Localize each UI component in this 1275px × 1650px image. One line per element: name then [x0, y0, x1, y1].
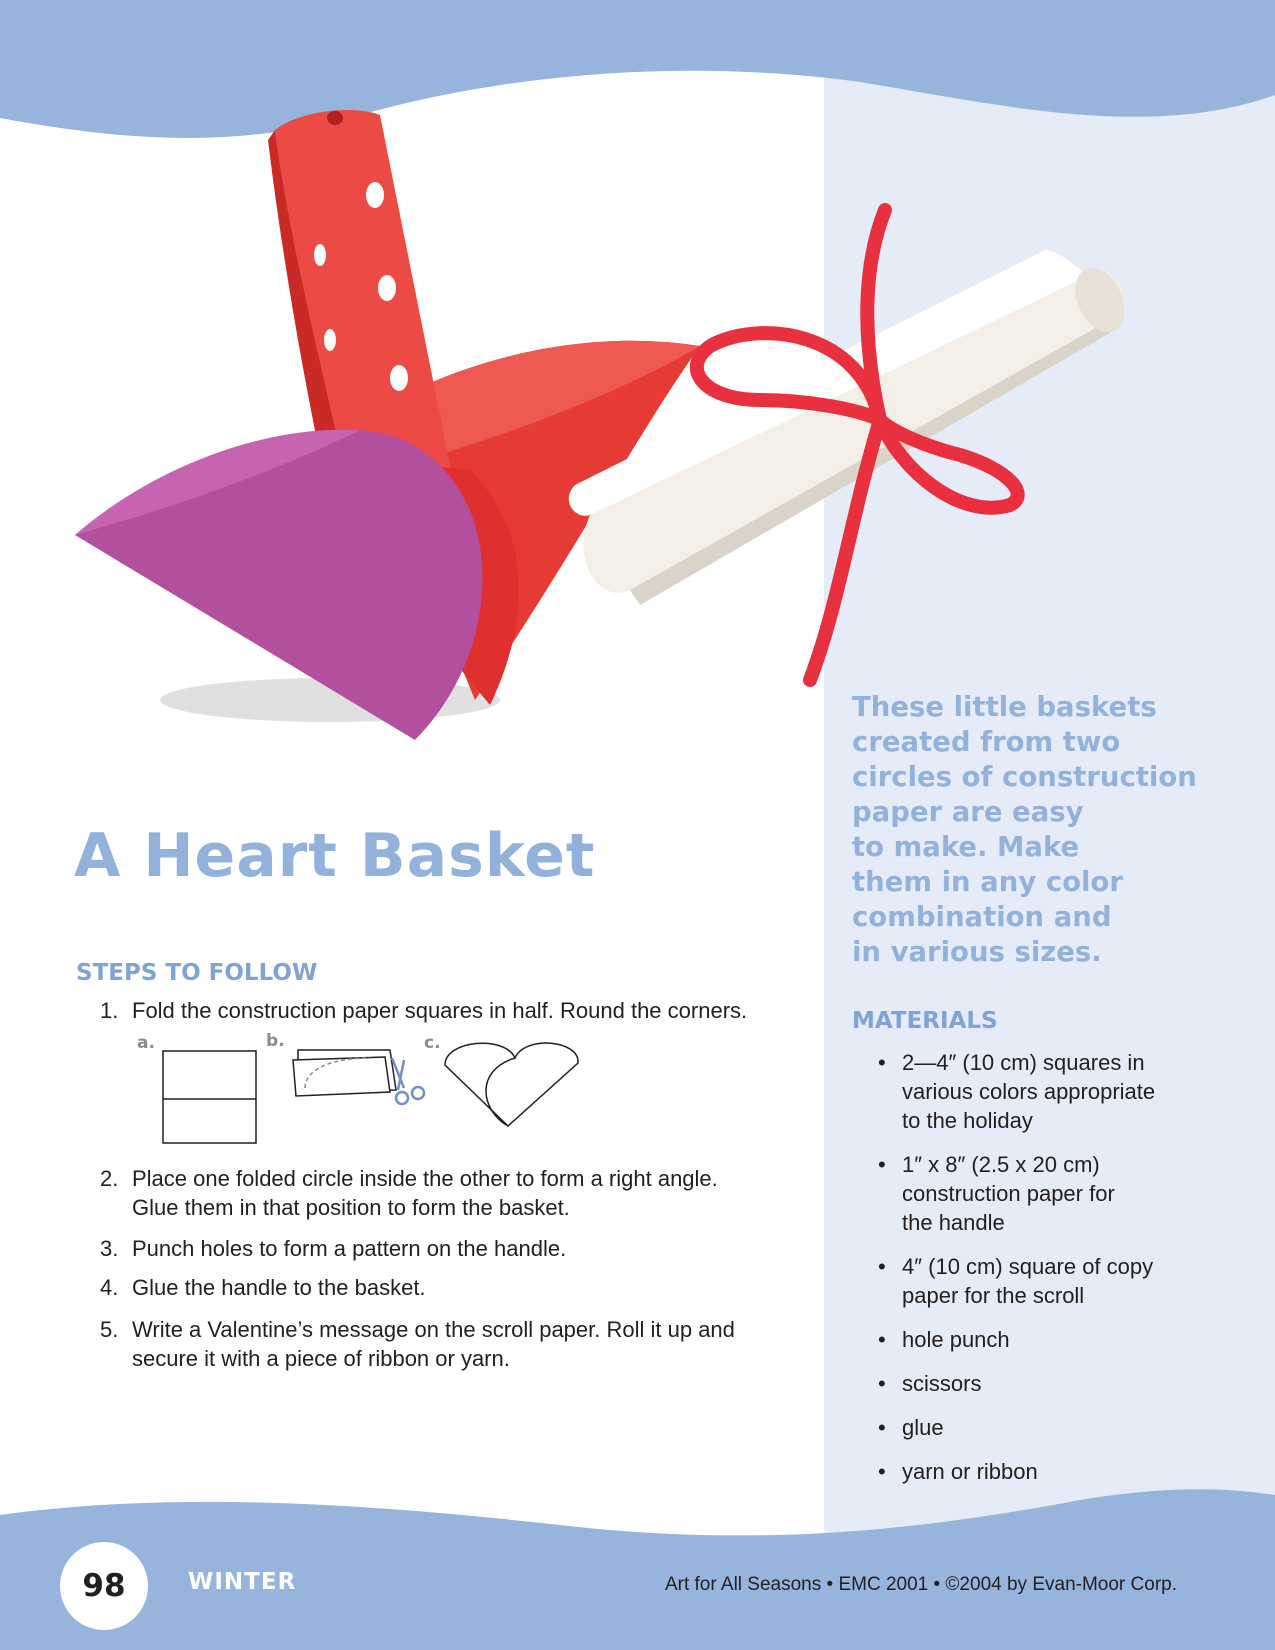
scissors-icon: [392, 1058, 424, 1104]
materials-list: [876, 1048, 1236, 1501]
step-number: 4.: [100, 1275, 119, 1300]
heart-basket-photo: [75, 110, 700, 740]
bullet: •: [878, 1415, 886, 1440]
materials-list-item: [876, 1150, 1236, 1237]
step-text: Write a Valentine’s message on the scroll paper. Roll it up and: [132, 1317, 735, 1342]
step-item: [100, 1315, 780, 1373]
step-text: Glue them in that position to form the basket.: [132, 1195, 570, 1220]
material-text: 1″ x 8″ (2.5 x 20 cm): [902, 1152, 1100, 1177]
step-number: 3.: [100, 1236, 119, 1261]
material-text: paper for the scroll: [902, 1283, 1085, 1308]
diagram-c-heart: [445, 1043, 578, 1126]
steps-heading: STEPS TO FOLLOW: [76, 960, 318, 986]
material-text: hole punch: [902, 1327, 1010, 1352]
materials-list-item: [876, 1369, 1236, 1398]
bullet: •: [878, 1327, 886, 1352]
figure-label-a: a.: [137, 1033, 155, 1053]
intro-line: them in any color: [852, 866, 1123, 898]
step-number: 1.: [100, 998, 119, 1023]
page-title: A Heart Basket: [74, 821, 596, 891]
step-text: Glue the handle to the basket.: [132, 1275, 426, 1300]
figure-label-c: c.: [424, 1033, 441, 1053]
section-label: WINTER: [188, 1569, 297, 1595]
material-text: 4″ (10 cm) square of copy: [902, 1254, 1154, 1279]
material-text: the handle: [902, 1210, 1005, 1235]
diagram-a-square: [163, 1051, 256, 1143]
step-number: 2.: [100, 1166, 119, 1191]
intro-line: to make. Make: [852, 831, 1080, 863]
materials-list-item: [876, 1252, 1236, 1310]
bullet: •: [878, 1459, 886, 1484]
material-text: yarn or ribbon: [902, 1459, 1038, 1484]
step-text: secure it with a piece of ribbon or yarn.: [132, 1346, 510, 1371]
material-text: 2—4″ (10 cm) squares in: [902, 1050, 1145, 1075]
figure-label-b: b.: [266, 1031, 285, 1051]
step-text: Place one folded circle inside the other to form a right angle.: [132, 1166, 718, 1191]
material-text: scissors: [902, 1371, 982, 1396]
step-text: Fold the construction paper squares in half. Round the corners.: [132, 998, 748, 1023]
bullet: •: [878, 1254, 886, 1279]
footer-credit: Art for All Seasons • EMC 2001 • ©2004 by Evan-Moor Corp.: [664, 1574, 1177, 1595]
materials-list-item: [876, 1325, 1236, 1354]
step-item: [100, 1164, 780, 1222]
intro-line: paper are easy: [852, 796, 1084, 828]
bullet: •: [878, 1152, 886, 1177]
materials-list-item: [876, 1413, 1236, 1442]
material-text: construction paper for: [902, 1181, 1115, 1206]
materials-list-item: [876, 1048, 1236, 1135]
material-text: to the holiday: [902, 1108, 1033, 1133]
fold-diagram: [163, 1043, 578, 1143]
material-text: glue: [902, 1415, 944, 1440]
step-item: [100, 996, 780, 1025]
materials-list-item: [876, 1457, 1236, 1486]
intro-line: in various sizes.: [852, 936, 1102, 968]
step-item: [100, 1234, 780, 1263]
step-number: 5.: [100, 1317, 119, 1342]
intro-line: These little baskets: [852, 691, 1157, 723]
bullet: •: [878, 1050, 886, 1075]
material-text: various colors appropriate: [902, 1079, 1156, 1104]
step-text: Punch holes to form a pattern on the handle.: [132, 1236, 567, 1261]
step-item: [100, 1273, 780, 1302]
intro-line: circles of construction: [852, 761, 1197, 793]
page-number: 98: [60, 1542, 148, 1630]
materials-heading: MATERIALS: [852, 1008, 998, 1034]
intro-line: combination and: [852, 901, 1112, 933]
intro-line: created from two: [852, 726, 1121, 758]
bullet: •: [878, 1371, 886, 1396]
intro-text: [852, 690, 1252, 970]
